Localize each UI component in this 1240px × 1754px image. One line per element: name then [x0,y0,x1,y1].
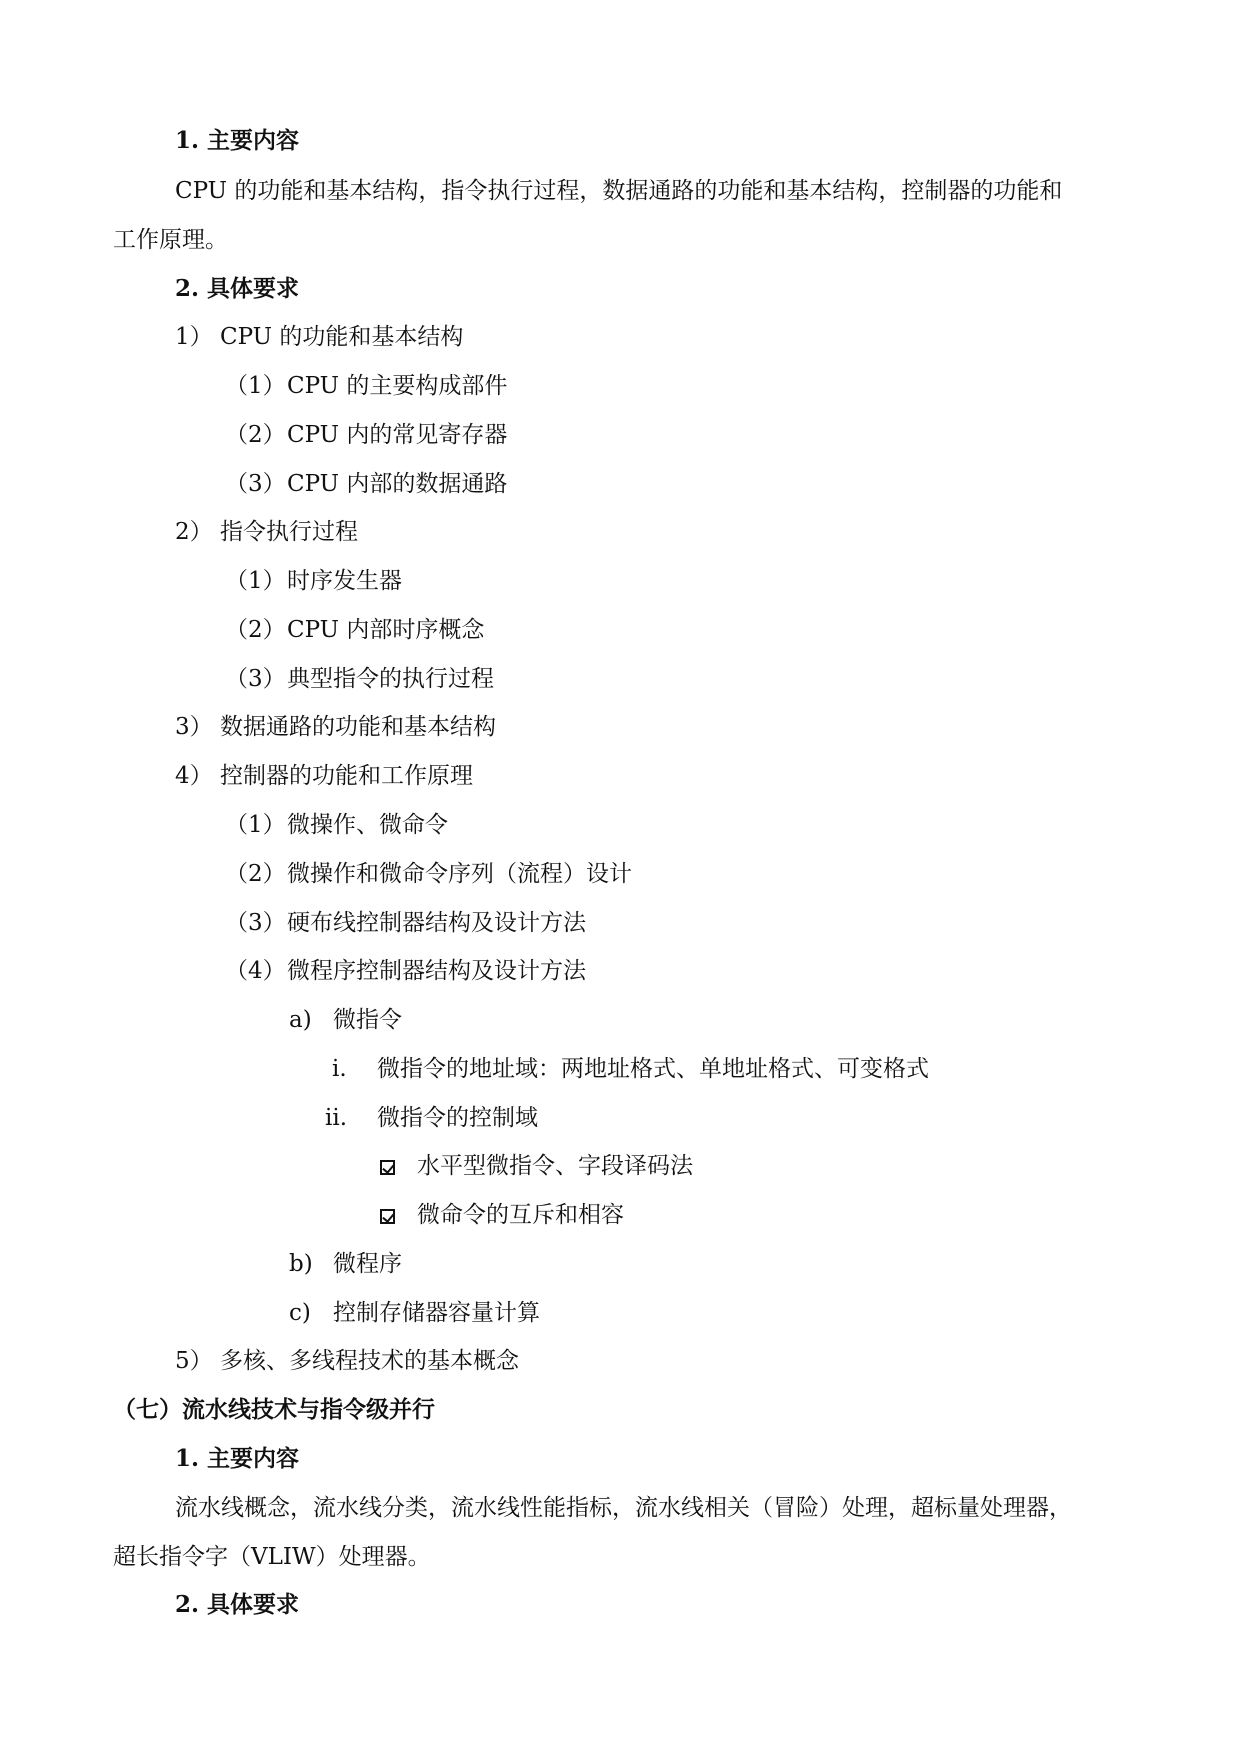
list-item [225,664,494,694]
list-item [380,1151,693,1181]
list-item [175,517,358,547]
list-item [225,908,586,938]
list-marker: 4） [175,763,213,789]
list-item-text: CPU 的功能和基本结构 [220,324,464,350]
list-item-text: 指令执行过程 [220,519,358,545]
list-item-text: 微指令的控制域 [377,1105,538,1131]
section-title: （七）流水线技术与指令级并行 [113,1396,435,1423]
list-item [289,1298,540,1328]
checkbox-checked-icon [380,1209,395,1224]
list-item [175,712,496,742]
list-marker [380,1151,417,1181]
list-item [225,859,632,889]
list-item [225,956,586,986]
list-marker: （2） [225,422,286,448]
list-item-text: CPU 内的常见寄存器 [287,422,508,448]
list-item [225,810,448,840]
paragraph-line: 超长指令字（VLIW）处理器。 [113,1544,431,1570]
list-item [175,322,463,352]
list-item-text: 微程序 [333,1251,402,1277]
list-marker: i. [332,1056,347,1082]
list-item-text: 微操作和微命令序列（流程）设计 [287,861,632,887]
checkbox-checked-icon [380,1160,395,1175]
list-item-text: 微程序控制器结构及设计方法 [287,958,586,984]
list-item-text: 微命令的互斥和相容 [417,1202,624,1228]
list-marker: 3） [175,714,213,740]
list-item-text: 微指令的地址域：两地址格式、单地址格式、可变格式 [377,1056,929,1082]
paragraph-line: 工作原理。 [113,227,228,253]
section-heading-main-content: 1. 主要内容 [175,1445,300,1472]
section-heading-requirements: 2. 具体要求 [175,1591,300,1618]
list-marker: a) [289,1007,312,1033]
list-item-text: 微操作、微命令 [287,812,448,838]
list-marker: （1） [225,373,286,399]
list-marker: b) [289,1251,313,1277]
list-item-text: 水平型微指令、字段译码法 [417,1153,693,1179]
list-item [175,761,473,791]
list-marker: （3） [225,471,286,497]
list-item [225,615,484,645]
list-item [225,371,507,401]
list-item-text: 微指令 [333,1007,402,1033]
list-item [289,1249,402,1279]
list-item-text: 多核、多线程技术的基本概念 [220,1348,519,1374]
list-item-text: CPU 内部的数据通路 [287,471,508,497]
list-item [289,1005,402,1035]
list-item-text: 数据通路的功能和基本结构 [220,714,496,740]
list-item-text: 硬布线控制器结构及设计方法 [287,910,586,936]
list-item-text: 控制器的功能和工作原理 [220,763,473,789]
list-marker [380,1200,417,1230]
paragraph-line: 流水线概念，流水线分类，流水线性能指标，流水线相关（冒险）处理，超标量处理器， [175,1495,1072,1521]
paragraph-line: CPU 的功能和基本结构，指令执行过程，数据通路的功能和基本结构，控制器的功能和 [175,178,1063,204]
list-item-text: CPU 的主要构成部件 [287,373,508,399]
list-item [175,1346,519,1376]
list-marker: c) [289,1300,311,1326]
list-item-text: CPU 内部时序概念 [287,617,485,643]
list-marker: ii. [325,1105,348,1131]
list-marker: （3） [225,910,286,936]
list-item-text: 控制存储器容量计算 [333,1300,540,1326]
list-marker: （2） [225,861,286,887]
list-item [225,566,402,596]
list-item [332,1054,929,1084]
list-marker: 1） [175,324,213,350]
list-marker: （1） [225,812,286,838]
list-marker: 2） [175,519,213,545]
list-item [325,1103,538,1133]
section-heading-requirements: 2. 具体要求 [175,275,300,302]
list-item-text: 时序发生器 [287,568,402,594]
list-item-text: 典型指令的执行过程 [287,666,494,692]
list-marker: （4） [225,958,286,984]
list-marker: （3） [225,666,286,692]
list-marker: （2） [225,617,286,643]
section-heading-main-content: 1. 主要内容 [175,127,300,154]
list-marker: （1） [225,568,286,594]
list-item [380,1200,624,1230]
list-marker: 5） [175,1348,213,1374]
list-item [225,420,507,450]
list-item [225,469,507,499]
